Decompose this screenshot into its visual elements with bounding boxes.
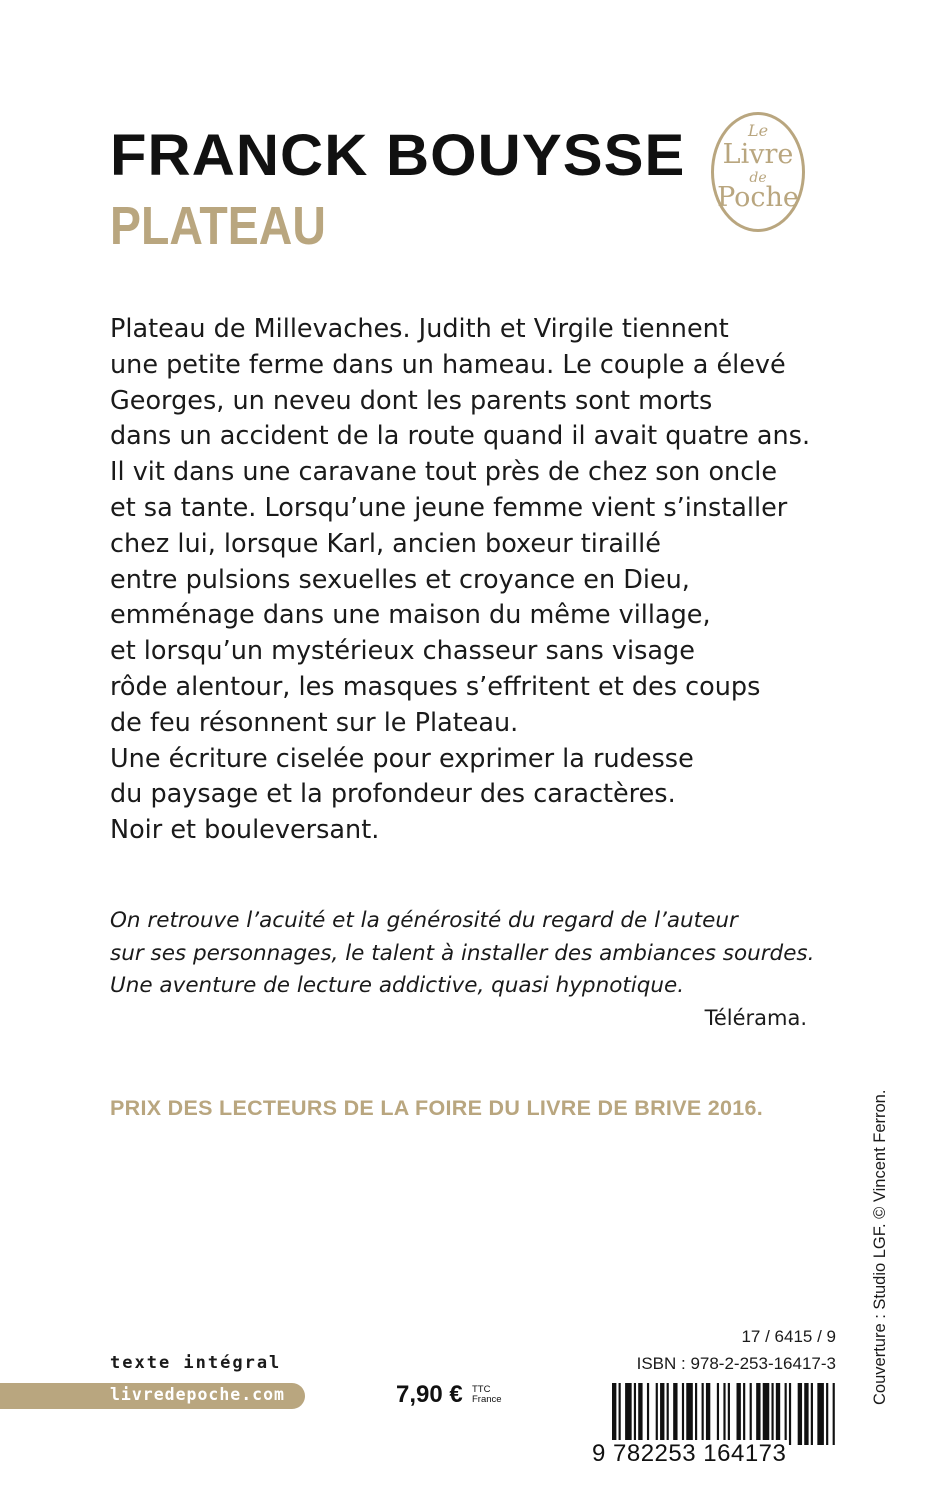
logo-de: de	[749, 170, 767, 186]
prize-label: PRIX DES LECTEURS DE LA FOIRE DU LIVRE DE BRIVE 2016.	[110, 1096, 764, 1120]
cover-credit: Couverture : Studio LGF. © Vincent Ferron.	[871, 1089, 889, 1405]
catalog-reference: 17 / 6415 / 9	[741, 1327, 836, 1346]
summary-line: entre pulsions sexuelles et croyance en Dieu,	[110, 564, 690, 595]
website-link[interactable]: livredepoche.com	[110, 1385, 285, 1404]
book-summary	[110, 312, 810, 849]
summary-line: rôde alentour, les masques s’effritent et des coups	[110, 671, 761, 702]
summary-line: et lorsqu’un mystérieux chasseur sans visage	[110, 636, 695, 667]
summary-line: Une écriture ciselée pour exprimer la rudesse	[110, 743, 694, 774]
summary-line: chez lui, lorsque Karl, ancien boxeur tiraillé	[110, 528, 661, 559]
review-quote	[110, 905, 830, 1003]
price-country: France	[472, 1394, 502, 1405]
summary-line: Plateau de Millevaches. Judith et Virgile tiennent	[110, 314, 729, 344]
publisher-logo	[711, 112, 805, 232]
barcode-number: 9 782253 164173	[592, 1440, 787, 1467]
summary-line: une petite ferme dans un hameau. Le couple a élevé	[110, 349, 786, 380]
summary-line: Georges, un neveu dont les parents sont morts	[110, 385, 713, 416]
logo-poche: Poche	[717, 182, 799, 213]
author-name: FRANCK BOUYSSE	[110, 123, 686, 188]
review-line: Une aventure de lecture addictive, quasi hypnotique.	[110, 973, 685, 998]
logo-le: Le	[747, 121, 769, 140]
summary-line: dans un accident de la route quand il avait quatre ans.	[110, 421, 811, 452]
book-title: PLATEAU	[110, 196, 326, 256]
price-tax-note	[472, 1385, 502, 1405]
barcode-icon	[612, 1383, 837, 1445]
summary-line: Noir et bouleversant.	[110, 815, 380, 846]
price: 7,90 €	[396, 1381, 463, 1408]
summary-line: de feu résonnent sur le Plateau.	[110, 707, 519, 738]
logo-livre: Livre	[722, 139, 794, 170]
summary-line: et sa tante. Lorsqu’une jeune femme vient s’installer	[110, 492, 788, 523]
summary-line: Il vit dans une caravane tout près de chez son oncle	[110, 457, 778, 488]
review-source: Télérama.	[704, 1006, 807, 1030]
summary-line: emménage dans une maison du même village,	[110, 600, 711, 631]
isbn: ISBN : 978-2-253-16417-3	[636, 1354, 836, 1373]
review-line: On retrouve l’acuité et la générosité du regard de l’auteur	[110, 908, 738, 933]
review-line: sur ses personnages, le talent à installer des ambiances sourdes.	[110, 940, 815, 966]
summary-line: du paysage et la profondeur des caractères.	[110, 779, 676, 810]
price-ttc: TTC	[472, 1384, 491, 1395]
integral-text-label: texte intégral	[110, 1353, 282, 1373]
